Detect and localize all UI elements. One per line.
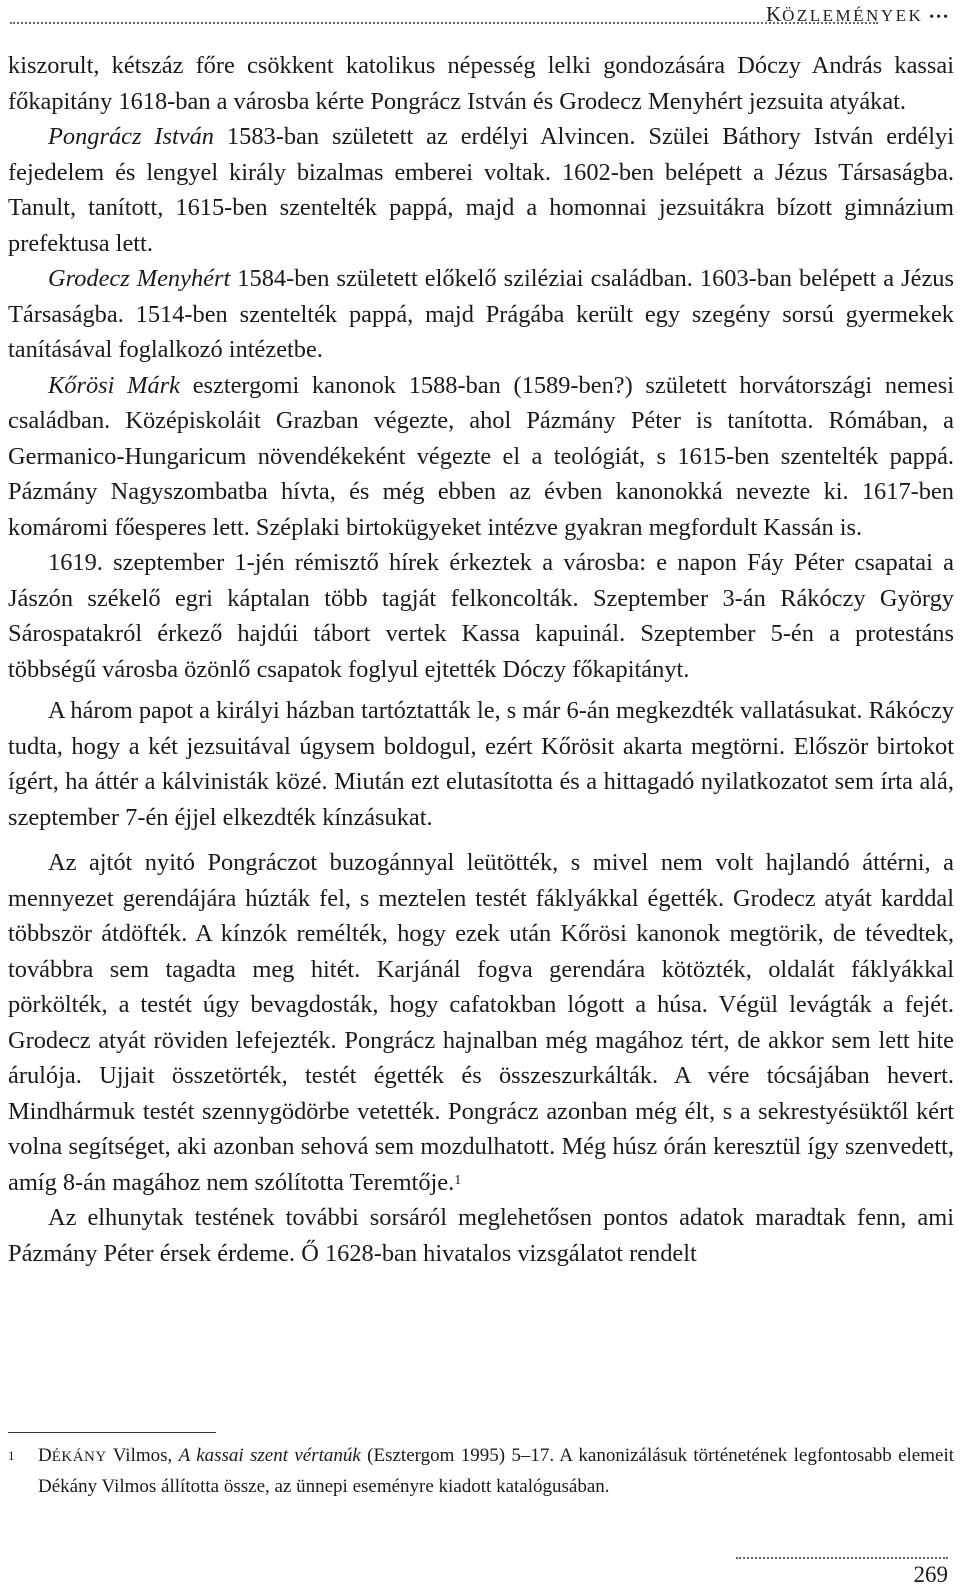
footnote-reference[interactable]: 1	[454, 1172, 462, 1188]
article-body	[8, 48, 954, 1271]
paragraph-grodecz: Grodecz Menyhért 1584-ben született előkelő sziléziai családban. 1603-ban belépett a Jézus Társaságba. 1514-ben szentelték pappá, majd Prágába került egy szegény sorsú gyermekek tanításával foglalkozó intézetbe.	[8, 265, 954, 363]
paragraph-remains: Az elhunytak testének további sorsáról meglehetősen pontos adatok maradtak fenn, ami Pázmány Péter érsek érdeme. Ő 1628-ban hivatalos vizsgálatot rendelt	[8, 1204, 954, 1267]
running-header	[0, 0, 960, 32]
name-korosi: Kőrösi Márk	[48, 371, 180, 399]
footnote-book-title: A kassai szent vértanúk	[178, 1445, 361, 1466]
header-ornament: •••	[929, 10, 950, 25]
footnote-number: 1	[8, 1448, 15, 1463]
footnote	[8, 1441, 954, 1501]
paragraph-1: kiszorult, kétszáz főre csökkent katolikus népesség lelki gondozására Dóczy András kassai főkapitány 1618-ban a városba kérte Pongrácz István és Grodecz Menyhért jezsuita atyákat.	[8, 52, 954, 115]
paragraph-torture: Az ajtót nyitó Pongráczot buzogánnyal leütötték, s mivel nem volt hajlandó áttérni, a mennyezet gerendájára húzták fel, s meztelen testét fáklyákkal égették. Grodecz atyát karddal többször átdöfték. A kínzók remélték, hogy ezek után Kőrösi kanonok megtörik, de tévedtek, továbbra sem tagadta meg hitét. Karjánál fogva gerendára kötözték, oldalát fáklyákkal pörkölték, a testét úgy bevagdosták, hogy cafatokban lógott a húsa. Végül levágták a fejét. Grodecz atyát röviden lefejezték. Pongrácz hajnalban még magához tért, de akkor sem lett hite árulója. Ujjait összetörték, testét égették és összeszurkálták. A vére tócsájában hevert. Mindhármuk testét szennygödörbe vetették. Pongrácz azonban még élt, s a sekrestyésüktől kért volna segítséget, aki azonban sehová sem mozdulhatott. Még húsz órán keresztül így szenvedett, amíg 8-án magához nem szólította Teremtője.$^1$	[8, 849, 954, 1196]
footnote-author-initial: D	[38, 1445, 52, 1466]
footnote-author-rest: ÉKÁNY	[51, 1449, 107, 1465]
paragraph-korosi: Kőrösi Márk esztergomi kanonok 1588-ban (1589-ben?) született horvátországi nemesi családban. Középiskoláit Grazban végezte, ahol Pázmány Péter is tanította. Rómában, a Germanico-Hungaricum növendékeként végezte el a teológiát, s 1615-ben szentelték pappá. Pázmány Nagyszombatba hívta, és még ebben az évben kanonokká nevezte ki. 1617-ben komáromi főesperes lett. Széplaki birtokügyeket intézve gyakran megfordult Kassán is.	[8, 371, 954, 541]
section-title-rest: ÖZLEMÉNYEK	[782, 6, 924, 25]
page-number: 269	[913, 1562, 948, 1587]
section-title-initial: K	[765, 2, 783, 26]
paragraph-arrest: A három papot a királyi házban tartóztatták le, s már 6-án megkezdték vallatásukat. Rákóczy tudta, hogy a két jezsuitával úgysem boldogul, ezért Kőrösit akarta megtörni. Először birtokot ígért, ha áttér a kálvinisták közé. Miután ezt elutasította és a hittagadó nyilatkozatot sem írta alá, szeptember 7-én éjjel elkezdték kínzásukat.	[8, 697, 954, 831]
paragraph-pongracz: Pongrácz István 1583-ban született az erdélyi Alvincen. Szülei Báthory István erdélyi fejedelem és lengyel király bizalmas emberei voltak. 1602-ben belépett a Jézus Társaságba. Tanult, tanított, 1615-ben szentelték pappá, majd a homonnai jezsuitákra bízott gimnázium prefektusa lett.	[8, 123, 954, 257]
header-dotted-rule	[10, 22, 878, 24]
name-grodecz: Grodecz Menyhért	[48, 265, 231, 292]
footnote-separator	[8, 1432, 216, 1433]
name-pongracz: Pongrácz István	[48, 123, 215, 150]
section-title	[766, 2, 950, 27]
paragraph-1619: 1619. szeptember 1-jén rémisztő hírek érkeztek a városba: e napon Fáy Péter csapatai a Jászón székelő egri káptalan több tagját felkoncolták. Szeptember 3-án Rákóczy György Sárospatakról érkező hajdúi tábort vertek Kassa kapuinál. Szeptember 5-én a protestáns többségű városba özönlő csapatok foglyul ejtették Dóczy főkapitányt.	[8, 549, 954, 683]
footnote-text: DÉKÁNY Vilmos, A kassai szent vértanúk (Esztergom 1995) 5–17. A kanonizálásuk történetének legfontosabb elemeit Dékány Vilmos állította össze, az ünnepi eseményre kiadott katalógusában.	[38, 1445, 955, 1497]
footer-dotted-rule	[736, 1557, 948, 1559]
